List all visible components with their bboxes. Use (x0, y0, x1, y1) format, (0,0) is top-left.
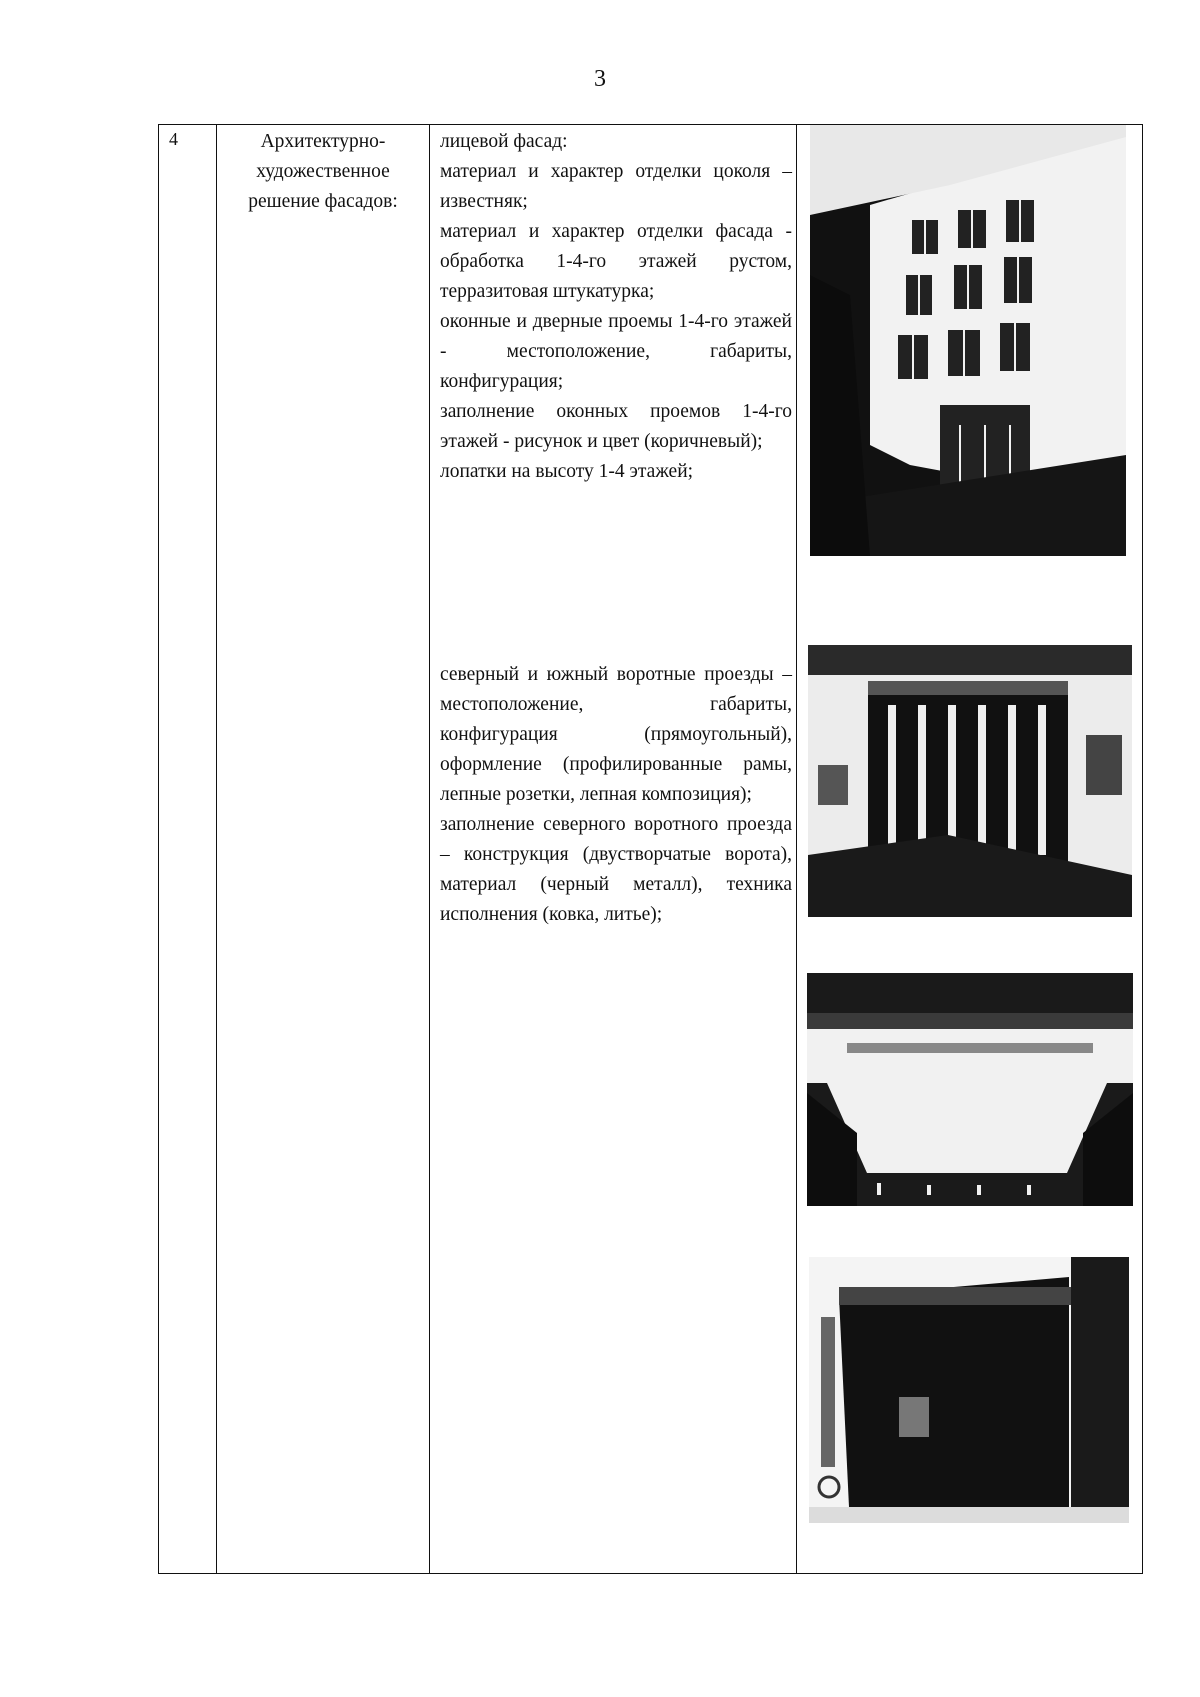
description-section-gates (440, 660, 792, 930)
row-name-line: художественное (256, 161, 390, 182)
archway-photo (807, 973, 1133, 1206)
description-paragraph: материал и характер отделки фасада - обработка 1-4-го этажей рустом, терразитовая штукатурка; (440, 221, 792, 302)
description-paragraph: северный и южный воротные проезды – местоположение, габариты, конфигурация (прямоугольный), оформление (профилированные рамы, лепные розетки, лепная композиция); (440, 664, 792, 805)
description-paragraph: заполнение оконных проемов 1-4-го этажей - рисунок и цвет (коричневый); (440, 401, 792, 452)
description-paragraph: оконные и дверные проемы 1-4-го этажей - местоположение, габариты, конфигурация; (440, 311, 792, 392)
description-paragraph: лопатки на высоту 1-4 этажей; (440, 461, 694, 482)
description-section-facade (440, 127, 792, 487)
description-paragraph: материал и характер отделки цоколя – известняк; (440, 161, 792, 212)
row-description-cell (430, 125, 797, 1574)
page-number: 3 (594, 66, 606, 92)
row-name-line: решение фасадов: (248, 191, 398, 212)
row-number: 4 (169, 129, 178, 149)
passage-photo (809, 1257, 1129, 1523)
table-row (159, 125, 1143, 1574)
row-name (217, 125, 429, 217)
gate-photo (808, 645, 1132, 917)
row-name-cell (217, 125, 430, 1574)
description-paragraph: заполнение северного воротного проезда – конструкция (двустворчатые ворота), материал (черный металл), техника исполнения (ковка, литье); (440, 814, 792, 925)
description-paragraph: лицевой фасад: (440, 131, 568, 152)
facade-photo (810, 125, 1126, 556)
document-table (158, 124, 1143, 1574)
row-number-cell (159, 125, 217, 1574)
row-name-line: Архитектурно- (260, 131, 386, 152)
row-photos-cell (797, 125, 1143, 1574)
